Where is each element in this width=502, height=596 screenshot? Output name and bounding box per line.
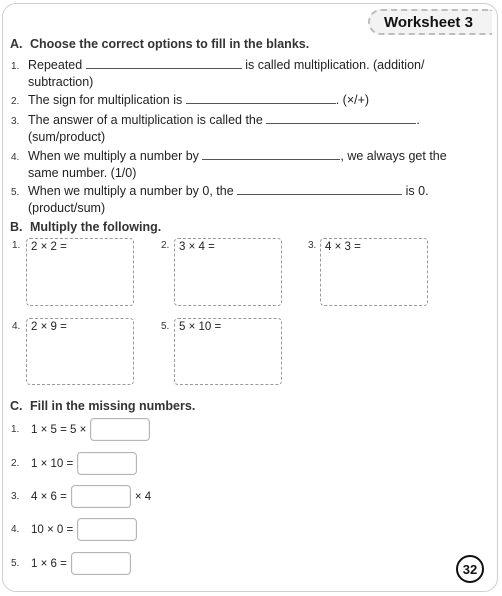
- fill-item-c3: [11, 485, 151, 508]
- missing-number-box[interactable]: [71, 552, 131, 575]
- missing-number-box[interactable]: [77, 452, 137, 475]
- multiplication-expression: 5 × 10 =: [179, 321, 222, 333]
- question-text: (product/sum): [28, 201, 106, 215]
- item-number: 3.: [11, 491, 20, 502]
- equation-text: 4 × 6 =: [31, 490, 67, 503]
- question-text: is called multiplication. (addition/: [245, 58, 425, 72]
- section-b-heading: [10, 220, 161, 234]
- fill-item-c5: [11, 552, 131, 575]
- question-text: The sign for multiplication is: [28, 93, 183, 107]
- section-b-letter: B.: [10, 220, 23, 234]
- answer-box-b3[interactable]: [320, 238, 428, 306]
- item-number: 5.: [11, 558, 20, 569]
- question-a3-cont: [11, 129, 105, 146]
- question-a5-cont: [11, 200, 105, 217]
- item-number: 1.: [11, 424, 20, 435]
- multiplication-expression: 2 × 9 =: [31, 321, 67, 333]
- answer-box-b1[interactable]: [26, 238, 134, 306]
- page-number: 32: [456, 555, 484, 583]
- missing-number-box[interactable]: [90, 418, 150, 441]
- question-number: 1.: [11, 61, 20, 72]
- item-number: 2.: [11, 458, 20, 469]
- question-text: .: [416, 113, 420, 127]
- question-a1: [11, 57, 424, 75]
- answer-blank[interactable]: [186, 102, 336, 104]
- multiplication-expression: 2 × 2 =: [31, 241, 67, 253]
- item-number: 4.: [11, 524, 20, 535]
- question-text: . (×/+): [335, 93, 370, 107]
- question-text: Repeated: [28, 58, 83, 72]
- item-number: 4.: [12, 321, 21, 332]
- equation-text: 1 × 10 =: [31, 457, 74, 470]
- question-text: same number. (1/0): [28, 166, 137, 180]
- section-b-title: Multiply the following.: [30, 220, 162, 234]
- question-text: (sum/product): [28, 130, 106, 144]
- answer-blank[interactable]: [202, 158, 340, 160]
- question-a4-cont: [11, 165, 136, 182]
- answer-blank[interactable]: [237, 193, 402, 195]
- multiplication-expression: 4 × 3 =: [325, 241, 361, 253]
- answer-blank[interactable]: [86, 67, 242, 69]
- missing-number-box[interactable]: [71, 485, 131, 508]
- item-number: 3.: [308, 240, 317, 251]
- multiplication-expression: 3 × 4 =: [179, 241, 215, 253]
- section-a-heading: [10, 37, 309, 51]
- fill-item-c2: [11, 452, 137, 475]
- equation-text: × 4: [134, 490, 152, 503]
- question-a3: [11, 112, 420, 130]
- equation-text: 10 × 0 =: [31, 523, 74, 536]
- missing-number-box[interactable]: [77, 518, 137, 541]
- fill-item-c1: [11, 418, 150, 441]
- item-number: 5.: [161, 321, 170, 332]
- fill-item-c4: [11, 518, 137, 541]
- section-a-letter: A.: [10, 37, 23, 51]
- section-c-letter: C.: [10, 399, 23, 413]
- answer-box-b2[interactable]: [174, 238, 282, 306]
- question-number: 4.: [11, 152, 20, 163]
- question-a4: [11, 148, 447, 166]
- question-a1-cont: [11, 74, 93, 91]
- answer-box-b5[interactable]: [174, 318, 282, 385]
- equation-text: 1 × 6 =: [31, 557, 67, 570]
- section-a-title: Choose the correct options to fill in the blanks.: [30, 37, 310, 51]
- question-a2: [11, 92, 369, 110]
- question-text: When we multiply a number by: [28, 149, 199, 163]
- question-text: subtraction): [28, 75, 94, 89]
- question-text: When we multiply a number by 0, the: [28, 184, 234, 198]
- worksheet-title: Worksheet 3: [368, 9, 492, 35]
- item-number: 2.: [161, 240, 170, 251]
- answer-box-b4[interactable]: [26, 318, 134, 385]
- equation-text: 1 × 5 = 5 ×: [31, 423, 87, 436]
- answer-blank[interactable]: [266, 122, 416, 124]
- question-number: 3.: [11, 116, 20, 127]
- section-c-title: Fill in the missing numbers.: [30, 399, 196, 413]
- question-number: 2.: [11, 96, 20, 107]
- item-number: 1.: [12, 240, 21, 251]
- question-text: , we always get the: [340, 149, 447, 163]
- section-c-heading: [10, 399, 195, 413]
- question-number: 5.: [11, 187, 20, 198]
- question-text: The answer of a multiplication is called the: [28, 113, 263, 127]
- question-text: is 0.: [405, 184, 429, 198]
- question-a5: [11, 183, 429, 201]
